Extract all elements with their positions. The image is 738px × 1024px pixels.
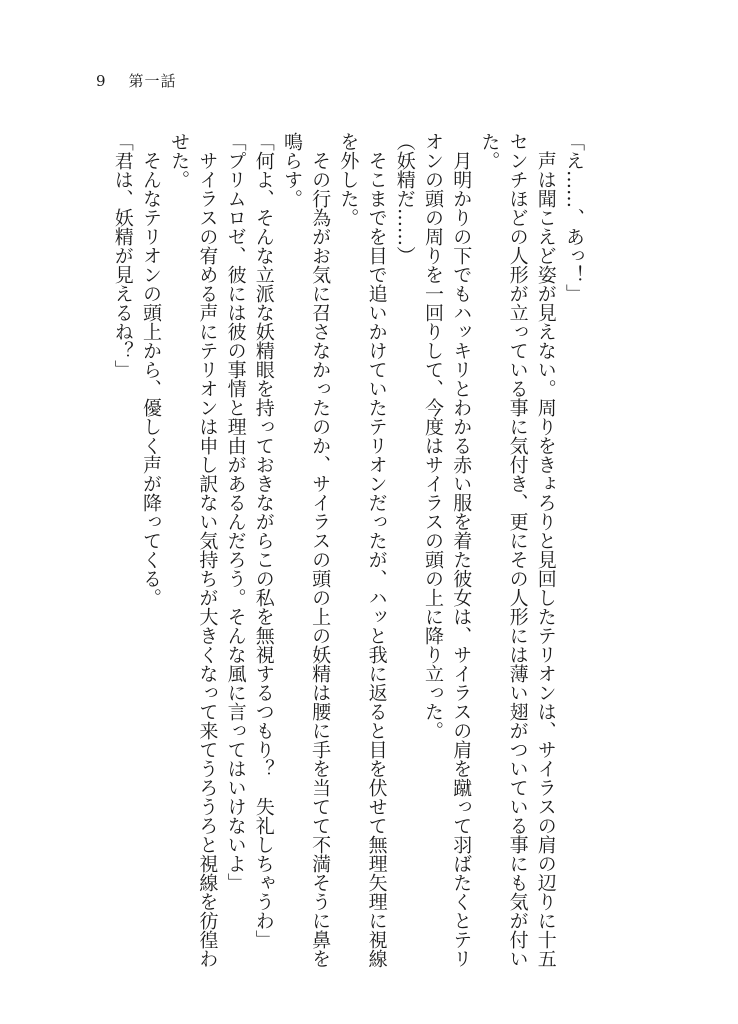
paragraph: サイラスの宥める声にテリオンは申し訳ない気持ちが大きくなって来てうろうろと視線を彷徨わせた。 — [168, 132, 219, 968]
chapter-title: 第一話 — [128, 72, 177, 90]
paragraph: 声は聞こえど姿が見えない。周りをきょろりと見回したテリオンは、サイラスの肩の辺りに十五センチほどの人形が立っている事に気付き、更にその人形には薄い翅がついている事にも気が付いた。 — [478, 132, 557, 968]
paragraph: （妖精だ……） — [393, 132, 416, 265]
paragraph: 月明かりの下でもハッキリとわかる赤い服を着た彼女は、サイラスの肩を蹴って羽ばたくとテリオンの頭の周りを一回りして、今度はサイラスの頭の上に降り立った。 — [421, 132, 473, 968]
page-number: 9 — [96, 72, 107, 90]
paragraph: 「君は、妖精が見えるね？」 — [111, 132, 134, 379]
paragraph: そんなテリオンの頭上から、優しく声が降ってくる。 — [139, 132, 162, 607]
vertical-body-text — [111, 132, 588, 972]
paragraph: 「何よ、そんな立派な妖精眼を持っておきながらこの私を無視するつもり？ 失礼しちゃうわ」 — [252, 132, 275, 949]
paragraph: そこまでを目で追いかけていたテリオンだったが、ハッと我に返ると目を伏せて無理矢理に視線を外した。 — [337, 132, 388, 968]
paragraph: その行為がお気に召さなかったのか、サイラスの頭の上の妖精は腰に手を当てて不満そうに鼻を鳴らす。 — [280, 132, 332, 968]
paragraph: 「え……、あっ！」 — [563, 132, 585, 303]
running-header — [96, 70, 177, 91]
paragraph: 「プリムロゼ、彼には彼の事情と理由があるんだろう。そんな風に言ってはいけないよ」 — [224, 132, 247, 892]
